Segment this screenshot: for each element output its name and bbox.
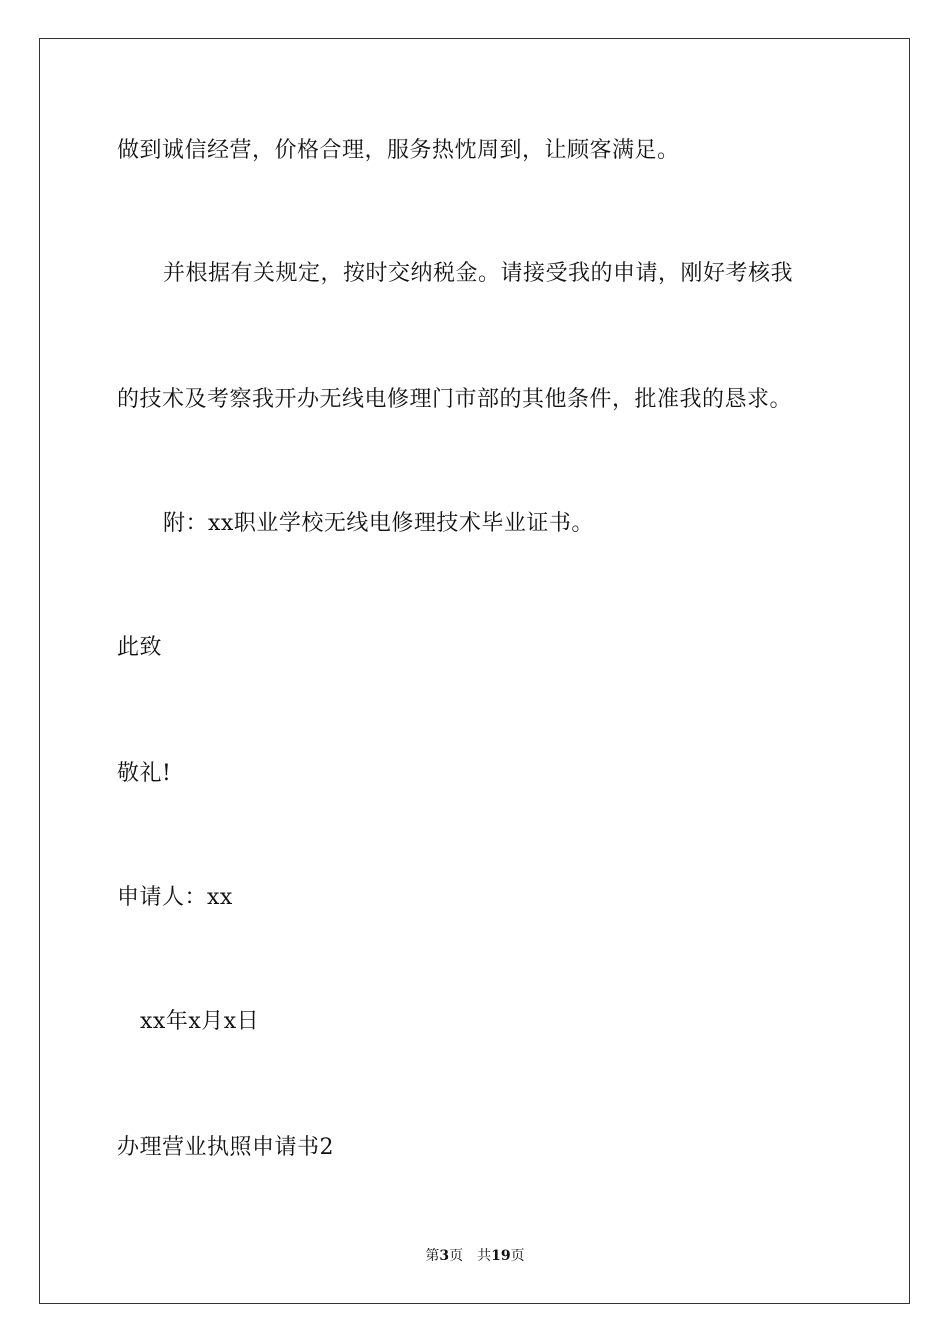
paragraph-line-2: 并根据有关规定，按时交纳税金。请接受我的申请，刚好考核我 xyxy=(163,261,794,286)
page-footer xyxy=(0,1247,950,1265)
paragraph-line-1: 做到诚信经营，价格合理，服务热忱周到，让顾客满足。 xyxy=(117,138,680,163)
section-heading: 办理营业执照申请书2 xyxy=(117,1135,334,1160)
page-number: 3 xyxy=(439,1248,450,1264)
closing-regards: 敬礼! xyxy=(117,761,172,786)
total-suffix: 页 xyxy=(510,1248,525,1264)
applicant-signature: 申请人：xx xyxy=(117,885,233,910)
total-pages: 19 xyxy=(491,1248,511,1264)
page-border xyxy=(39,38,910,1304)
date-line: xx年x月x日 xyxy=(140,1009,260,1034)
page-prefix: 第 xyxy=(425,1248,440,1264)
page-suffix: 页 xyxy=(449,1248,464,1264)
total-prefix: 共 xyxy=(477,1248,492,1264)
closing-salutation: 此致 xyxy=(117,635,163,660)
paragraph-line-3: 的技术及考察我开办无线电修理门市部的其他条件，批准我的恳求。 xyxy=(117,387,793,412)
attachment-note: 附：xx职业学校无线电修理技术毕业证书。 xyxy=(163,511,594,536)
